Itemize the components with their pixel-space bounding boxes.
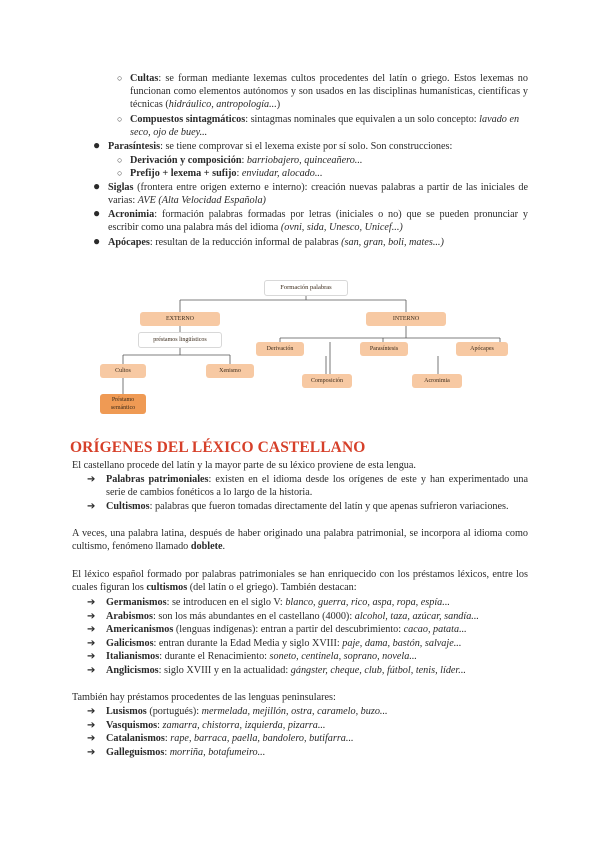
term: Palabras patrimoniales xyxy=(106,474,209,485)
arrow-right-icon: ➔ xyxy=(87,733,96,745)
node-prestamos-linguisticos: préstamos lingüísticos xyxy=(138,332,222,348)
circle-bullet-icon: ○ xyxy=(117,155,123,165)
definition: : formación palabras formadas por letras (iniciales o no) que se pueden pronunciar y escribir como una palabra más del idioma xyxy=(108,209,528,233)
definition: : existen en el idioma desde los orígenes de este y han experimentado una serie de cambios fonéticos a lo largo de la historia. xyxy=(106,474,528,498)
definition: : palabras que fueron tomadas directamente del latín y que apenas sufrieron variaciones. xyxy=(149,501,509,512)
example: lavado en seco, ojo de buey... xyxy=(130,114,520,138)
definition: : se forman mediante lexemas cultos procedentes del latín o griego. Estos lexemas no funcionan como elementos autónomos y son usados en las disciplinas humanísticas, científicas y técnicas ( xyxy=(130,73,528,110)
term: Germanismos xyxy=(106,597,167,608)
definition: (lenguas indígenas): entran a partir del descubrimiento: xyxy=(173,624,404,636)
example: (san, gran, boli, mates...) xyxy=(341,237,444,248)
loan-item xyxy=(87,610,528,623)
arrow-right-icon: ➔ xyxy=(87,719,96,731)
list-item-derivacion xyxy=(117,154,528,167)
term: Italianismos xyxy=(106,651,160,663)
term: Derivación y composición xyxy=(130,155,242,166)
node-formacion-palabras: Formación palabras xyxy=(264,280,348,296)
definition: : entran durante la Edad Media y siglo XVIII: xyxy=(153,637,343,649)
definition: (frontera entre origen externo e interno): creación nuevas palabras a partir de las iniciales de varias: xyxy=(108,182,528,206)
node-acronimia: Acronimia xyxy=(412,374,462,388)
circle-bullet-icon: ○ xyxy=(117,73,123,83)
term: Siglas xyxy=(108,182,134,193)
arrow-right-icon: ➔ xyxy=(87,706,96,717)
term: Arabismos xyxy=(106,610,153,622)
definition: : se introducen en el siglo V: xyxy=(166,597,286,608)
arrow-right-icon: ➔ xyxy=(87,746,96,758)
example: mermelada, mejillón, ostra, caramelo, buzo... xyxy=(201,706,388,717)
dot-bullet-icon: ● xyxy=(93,179,101,193)
node-apocopes: Apócapes xyxy=(456,342,508,356)
section-title: ORÍGENES DEL LÉXICO CASTELLANO xyxy=(70,439,366,456)
peninsular-loan-item xyxy=(87,705,528,718)
example: morriña, botafumeiro... xyxy=(169,746,266,758)
list-item-acronimia xyxy=(93,206,528,234)
term: Cultismos xyxy=(106,501,150,512)
term: Prefijo + lexema + sufijo xyxy=(130,168,237,179)
definition: : siglo XVIII y en la actualidad: xyxy=(158,665,291,676)
list-item-cultas xyxy=(117,72,528,111)
node-interno: INTERNO xyxy=(366,312,446,326)
circle-bullet-icon: ○ xyxy=(117,114,123,124)
definition: (portugués): xyxy=(146,706,202,717)
node-externo: EXTERNO xyxy=(140,312,220,326)
list-item-patrimoniales xyxy=(87,473,528,499)
peninsular-loan-item xyxy=(87,719,528,732)
example: rape, barraca, paella, bandolero, butifarra... xyxy=(170,733,354,745)
term: Anglicismos xyxy=(106,665,159,676)
formation-diagram xyxy=(90,270,520,420)
arrow-right-icon: ➔ xyxy=(87,610,96,622)
circle-bullet-icon: ○ xyxy=(117,168,123,178)
peninsular-intro: También hay préstamos procedentes de las lenguas peninsulares: xyxy=(72,692,336,703)
term: Americanismos xyxy=(106,624,174,636)
example: barriobajero, quinceañero... xyxy=(246,155,363,166)
example: soneto, centinela, soprano, novela... xyxy=(269,651,417,663)
loan-item xyxy=(87,664,528,677)
definition: : resultan de la reducción informal de palabras xyxy=(149,237,342,248)
arrow-right-icon: ➔ xyxy=(87,651,96,663)
arrow-right-icon: ➔ xyxy=(87,665,96,676)
example: zamarra, chistorra, izquierda, pizarra... xyxy=(162,719,326,731)
list-item-compuestos xyxy=(117,113,528,139)
node-cultos: Cultos xyxy=(100,364,146,378)
arrow-right-icon: ➔ xyxy=(87,474,96,485)
definition: : son los más abundantes en el castellano (4000): xyxy=(152,610,355,622)
term: Galicismos xyxy=(106,637,154,649)
example: enviudar, alocado... xyxy=(241,168,323,179)
example: blanco, guerra, rico, aspa, ropa, espía... xyxy=(285,597,450,608)
term: Lusismos xyxy=(106,706,147,717)
arrow-right-icon: ➔ xyxy=(87,637,96,649)
list-item-apocopes xyxy=(93,234,528,249)
punct: ) xyxy=(276,99,281,110)
definition: : xyxy=(241,155,247,166)
loan-item xyxy=(87,650,528,663)
node-parasintesis: Parasíntesis xyxy=(360,342,408,356)
dot-bullet-icon: ● xyxy=(93,234,101,248)
term: Catalanismos xyxy=(106,733,165,745)
list-item-siglas xyxy=(93,179,528,207)
example: AVE (Alta Velocidad Española) xyxy=(137,195,266,206)
term: Acronimia xyxy=(108,209,155,220)
node-composicion: Composición xyxy=(302,374,352,388)
loan-item xyxy=(87,623,528,636)
term: Parasíntesis xyxy=(108,141,161,152)
list-item-cultismos xyxy=(87,500,528,513)
list-item-prefijo xyxy=(117,167,528,180)
definition: : se tiene comprovar si el lexema existe por sí solo. Son construcciones: xyxy=(160,141,453,152)
list-item-parasintesis xyxy=(93,138,528,153)
dot-bullet-icon: ● xyxy=(93,138,101,152)
loan-item xyxy=(87,596,528,609)
node-derivacion: Derivación xyxy=(256,342,304,356)
example: (ovni, sida, Unesco, Unicef...) xyxy=(280,222,403,233)
node-xenismo: Xenismo xyxy=(206,364,254,378)
doblete-paragraph: A veces, una palabra latina, después de haber originado una palabra patrimonial, se incorpora al idioma como cultismo, fenómeno llamado doblete. xyxy=(72,528,528,552)
example: hidráulico, antropología... xyxy=(168,99,277,110)
loan-item xyxy=(87,637,528,650)
peninsular-loan-item xyxy=(87,746,528,759)
example: gángster, cheque, club, fútbol, tenis, líder... xyxy=(290,665,466,676)
arrow-right-icon: ➔ xyxy=(87,624,96,636)
arrow-right-icon: ➔ xyxy=(87,501,96,512)
dot-bullet-icon: ● xyxy=(93,206,101,220)
definition: : durante el Renacimiento: xyxy=(159,651,270,663)
example: paje, dama, bastón, salvaje... xyxy=(342,637,462,649)
peninsular-loan-item xyxy=(87,732,528,745)
definition: : xyxy=(164,733,171,745)
definition: : sintagmas nominales que equivalen a un solo concepto: xyxy=(245,114,480,125)
arrow-right-icon: ➔ xyxy=(87,597,96,608)
term-doblete: doblete xyxy=(190,541,223,552)
term: Vasquismos xyxy=(106,719,158,731)
definition: : xyxy=(164,746,170,758)
lexico-paragraph: El léxico español formado por palabras patrimoniales se han enriquecido con los préstamos léxicos, entre los cuales figuran los cultismos (del latín o el griego). También destacan: xyxy=(72,569,528,593)
definition: : xyxy=(236,168,242,179)
term: Galleguismos xyxy=(106,746,165,758)
term-cultismos: cultismos xyxy=(146,582,188,593)
example: cacao, patata... xyxy=(403,624,467,636)
term: Apócapes xyxy=(108,237,150,248)
term: Cultas xyxy=(130,73,159,84)
definition: : xyxy=(157,719,163,731)
node-prestamo-semantico: Préstamo semántico xyxy=(100,394,146,414)
example: alcohol, taza, azúcar, sandía... xyxy=(354,610,479,622)
term: Compuestos sintagmáticos xyxy=(130,114,246,125)
intro-paragraph: El castellano procede del latín y la mayor parte de su léxico proviene de esta lengua. xyxy=(72,460,416,471)
